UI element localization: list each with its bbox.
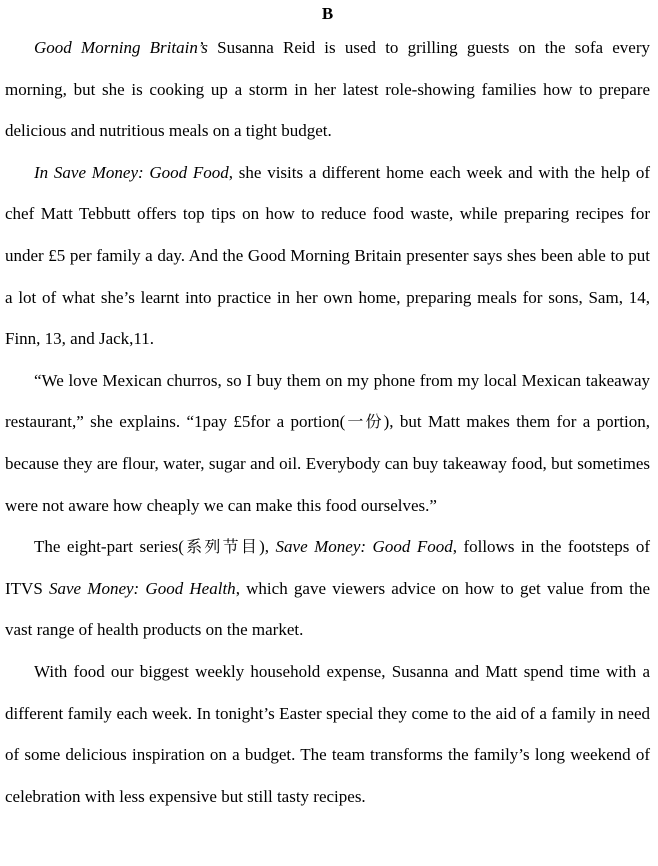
show-title: Good Morning Britain’s [34, 38, 208, 57]
paragraph-2 [5, 152, 650, 360]
paragraph-5 [5, 651, 650, 817]
paragraph-text: With food our biggest weekly household expense, Susanna and Matt spend time with a different family each week. In tonight’s Easter special they come to the aid of a family in need of some delicious inspiration on a budget. The team transforms the family’s long weekend of celebration with less expensive but still tasty recipes. [5, 661, 650, 806]
paragraph-text: The eight-part series( [34, 537, 184, 557]
document-body [5, 0, 650, 817]
paragraph-text: , follows in the footsteps of ITVS [5, 537, 650, 598]
chinese-gloss: 一份 [345, 412, 384, 432]
paragraph-text: “We love Mexican churros, so I buy them on my phone from my local Mexican takeaway restaurant,” she explains. “1pay £5for a portion( [5, 370, 650, 432]
paragraph-text: , she visits a different home each week and with the help of chef Matt Tebbutt offers top tips on how to reduce food waste, while preparing recipes for under £5 per family a day. And the Good Morning Britain presenter says shes been able to put a lot of what she’s learnt into practice in her own home, preparing meals for sons, Sam, 14, Finn, 13, and Jack,11. [5, 162, 651, 349]
paragraph-4 [5, 526, 650, 651]
paragraph-1 [5, 27, 650, 152]
show-title: In Save Money: Good Food [34, 162, 229, 182]
paragraph-3 [5, 360, 650, 526]
paragraph-text: Susanna Reid is used to grilling guests on the sofa every morning, but she is cooking up a storm in her latest role-showing families how to prepare delicious and nutritious meals on a tight budget. [5, 38, 650, 141]
section-letter: B [321, 4, 334, 23]
paragraph-text: , which gave viewers advice on how to get value from the vast range of health products on the market. [5, 578, 651, 640]
paragraph-text: ), [259, 537, 276, 557]
paragraph-text: ), but Matt makes them for a portion, because they are flour, water, sugar and oil. Everybody can buy takeaway food, but sometimes were not aware how cheaply we can make this food ourselves.” [5, 412, 650, 515]
show-title: Save Money: Good Health [49, 578, 236, 598]
show-title: Save Money: Good Food [275, 537, 453, 557]
chinese-gloss: 系列节目 [183, 537, 260, 557]
